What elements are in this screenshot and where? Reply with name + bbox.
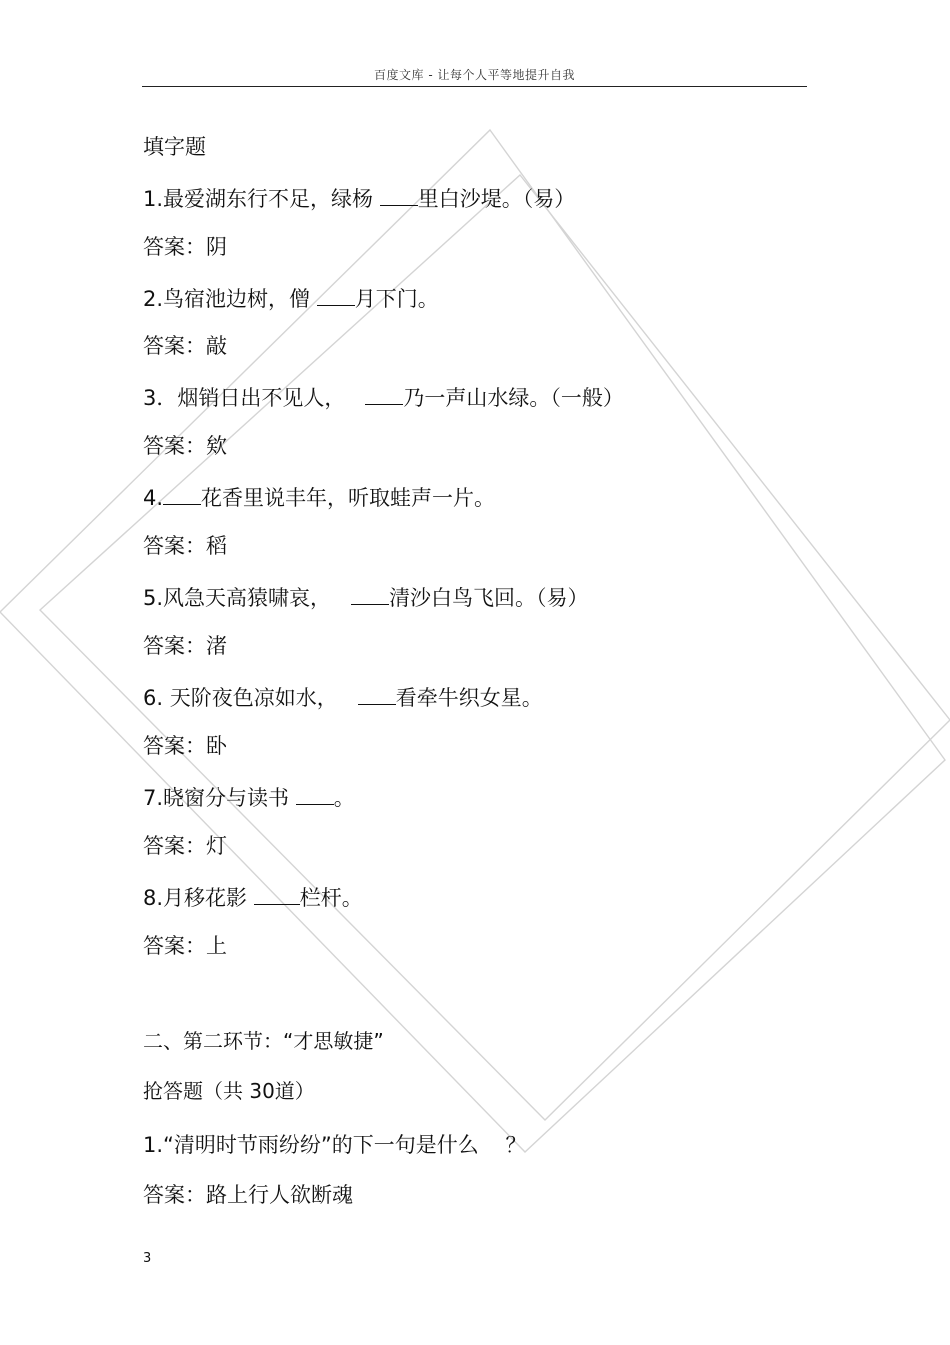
answer-blank xyxy=(358,682,396,705)
answer-7: 答案：灯 xyxy=(143,834,227,858)
answer-1: 答案：阴 xyxy=(143,235,227,259)
answer-6: 答案：卧 xyxy=(143,734,227,758)
section-2-subtitle: 抢答题（共 30道） xyxy=(143,1079,315,1103)
answer-blank xyxy=(317,283,355,306)
answer-blank xyxy=(365,382,403,405)
question-text: 月下门。 xyxy=(354,287,439,311)
question-text: 5.风急天高猿啸哀， xyxy=(143,586,352,610)
question-text: 看牵牛织女星。 xyxy=(395,686,543,710)
question-text: 6. 天阶夜色凉如水， xyxy=(143,686,358,710)
question-4 xyxy=(143,482,495,512)
quiz-answer-1: 答案：路上行人欲断魂 xyxy=(143,1183,353,1207)
quiz-question-1: 1.“清明时节雨纷纷”的下一句是什么 ？ xyxy=(143,1133,527,1157)
question-text: 花香里说丰年，听取蛙声一片。 xyxy=(201,486,496,510)
question-text: 3．烟销日出不见人， xyxy=(143,386,366,410)
question-text: 栏杆。 xyxy=(299,886,363,910)
answer-blank xyxy=(163,482,201,505)
page-number: 3 xyxy=(143,1251,152,1266)
question-text: 里白沙堤。（易） xyxy=(417,187,576,211)
question-text: 。 xyxy=(333,786,355,810)
question-text: 8.月移花影 xyxy=(143,886,254,910)
question-text: 乃一声山水绿。（一般） xyxy=(403,386,624,410)
answer-blank xyxy=(296,782,334,805)
question-text: 4. xyxy=(143,486,164,510)
page-header: 百度文库 - 让每个人平等地提升自我 xyxy=(142,66,807,87)
answer-8: 答案：上 xyxy=(143,934,227,958)
question-2 xyxy=(143,283,439,313)
question-text: 7.晓窗分与读书 xyxy=(143,786,296,810)
section-title: 填字题 xyxy=(143,135,206,159)
question-text: 2.鸟宿池边树，僧 xyxy=(143,287,317,311)
answer-blank xyxy=(254,882,300,905)
question-text: 1.最爱湖东行不足，绿杨 xyxy=(143,187,380,211)
question-5 xyxy=(143,582,589,612)
question-8 xyxy=(143,882,363,912)
question-1 xyxy=(143,183,575,213)
question-6 xyxy=(143,682,543,712)
question-7 xyxy=(143,782,355,812)
answer-3: 答案：欸 xyxy=(143,434,227,458)
answer-5: 答案：渚 xyxy=(143,634,227,658)
answer-4: 答案：稻 xyxy=(143,534,227,558)
answer-blank xyxy=(380,183,418,206)
answer-blank xyxy=(351,582,389,605)
question-3 xyxy=(143,382,624,412)
question-text: 清沙白鸟飞回。（易） xyxy=(389,586,589,610)
section-2-title: 二、第二环节：“才思敏捷” xyxy=(143,1029,384,1053)
answer-2: 答案：敲 xyxy=(143,334,227,358)
